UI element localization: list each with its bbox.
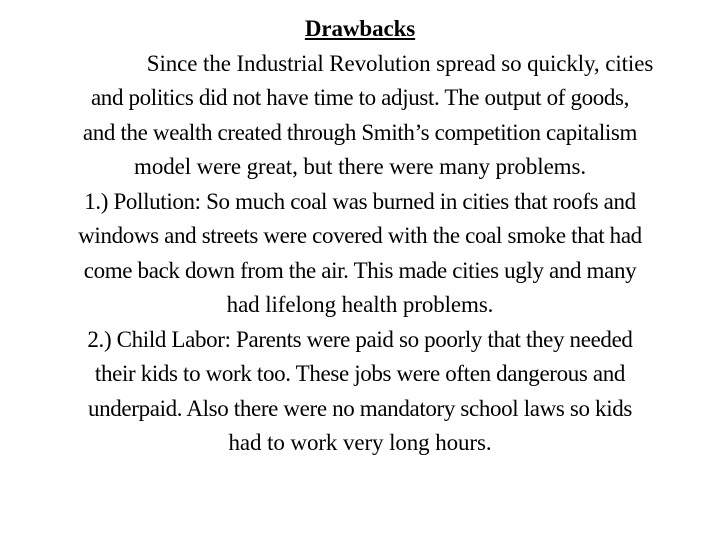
slide-text-block [0,12,720,461]
point1-line-4: had lifelong health problems. [226,292,494,317]
point2-line-2: their kids to work too. These jobs were often dangerous and [94,361,626,386]
intro-line-1-text: Since the Industrial Revolution spread so quickly, cities [146,50,654,76]
intro-line-2: and politics did not have time to adjust. The output of goods, [90,85,630,110]
point1-line-2: windows and streets were covered with the coal smoke that had [78,223,642,248]
point1-line-3: come back down from the air. This made cities ugly and many [83,257,637,283]
intro-line-4: model were great, but there were many problems. [134,154,586,179]
slide-title: Drawbacks [304,16,416,41]
intro-line-1 [0,47,720,82]
point2-line-4: had to work very long hours. [228,430,492,455]
point2-line-3: underpaid. Also there were no mandatory school laws so kids [87,395,632,421]
intro-line-3: and the wealth created through Smith’s competition capitalism [82,119,638,145]
point2-line-1: 2.) Child Labor: Parents were paid so poorly that they needed [87,326,633,352]
point1-line-1: 1.) Pollution: So much coal was burned in cities that roofs and [84,188,636,214]
